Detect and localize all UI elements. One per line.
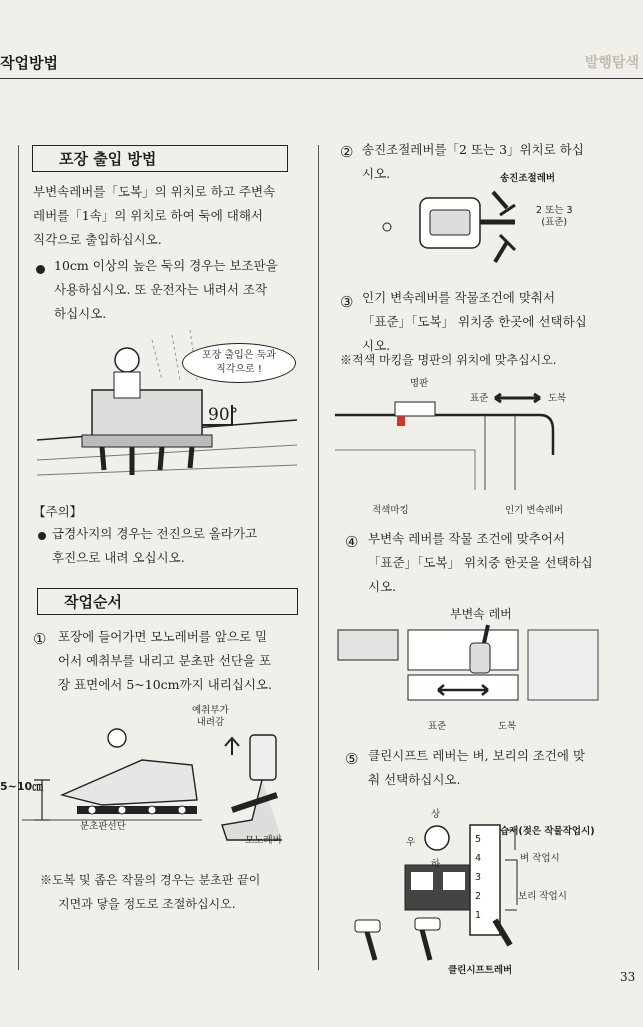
fig5-right-label: 우 bbox=[406, 837, 416, 848]
fig2-position: 2 또는 3 (표준) bbox=[536, 205, 573, 228]
fig4-lodged-label: 도복 bbox=[498, 721, 517, 732]
box-title-procedure: 작업순서 bbox=[37, 588, 298, 615]
fig5-lever-label: 클린시프트레버 bbox=[448, 965, 513, 976]
step3-number: ③ bbox=[340, 293, 354, 311]
page-number: 33 bbox=[620, 970, 636, 984]
step4-text: 부변속 레버를 작물 조건에 맞추어서 「표준」「도복」 위치중 한곳을 선택하십 시오. bbox=[368, 531, 593, 594]
step4-number: ④ bbox=[345, 533, 359, 551]
fig1-height-label: 5~10㎝ bbox=[0, 780, 44, 793]
header-rule bbox=[0, 78, 643, 79]
caution-text: 급경사지의 경우는 전진으로 올라가고 후진으로 내려 오십시오. bbox=[52, 526, 258, 565]
fig5-up-label: 상 bbox=[431, 809, 441, 820]
fig3-mark-label: 적색마킹 bbox=[372, 505, 409, 516]
section-title: 작업방법 bbox=[0, 54, 58, 72]
step3-text: 인기 변속레버를 작물조건에 맞춰서 「표준」「도복」 위치중 한곳에 선택하십 시오. bbox=[362, 290, 587, 353]
entry-paragraph: 부변속레버를「도복」의 위치로 하고 주변속 레버를「1속」의 위치로 하여 둑에 대해서 직각으로 출입하십시오. bbox=[33, 184, 276, 247]
box-title-entry: 포장 출입 방법 bbox=[32, 145, 288, 172]
fig1-lever-label: 모노레버 bbox=[245, 835, 282, 846]
bleedthrough-title: 발행탐색 bbox=[584, 55, 639, 71]
fig2-title: 송진조절레버 bbox=[500, 173, 556, 184]
fig5-scale: 5 4 3 2 1 bbox=[475, 834, 482, 921]
fig3-lever-label: 인기 변속레버 bbox=[505, 505, 564, 516]
step5-text: 클린시프트 레버는 벼, 보리의 조건에 맞 춰 선택하십시오. bbox=[368, 748, 586, 787]
bullet-high-bank: 10cm 이상의 높은 둑의 경우는 보조판을 사용하십시오. 또 운전자는 내려서 조작 하십시오. bbox=[54, 258, 278, 321]
fig1-lower-label: 예취부가 내려감 bbox=[192, 705, 229, 728]
fig5-wet-label: 습재(젖은 작물작업시) bbox=[500, 826, 595, 837]
note-red-mark: ※적색 마킹을 명판의 위치에 맞추십시오. bbox=[340, 353, 557, 367]
figure-sub-shift-lever bbox=[338, 625, 608, 720]
angle-label: 90° bbox=[208, 405, 239, 425]
fig5-barley-label: 보리 작업시 bbox=[518, 891, 567, 902]
bullet-dot bbox=[36, 265, 45, 274]
step1-text: 포장에 들어가면 모노레버를 앞으로 밀 어서 예취부를 내리고 분초판 선단을 포 장 표면에서 5~10cm까지 내리십시오. bbox=[58, 629, 272, 692]
fig4-title: 부변속 레버 bbox=[450, 607, 512, 621]
fig5-down-label: 하 bbox=[431, 859, 441, 870]
fig4-standard-label: 표준 bbox=[428, 721, 447, 732]
column-divider bbox=[318, 145, 319, 970]
left-margin-rule bbox=[18, 145, 19, 970]
fig3-lodged-label: 도복 bbox=[548, 393, 567, 404]
caution-label: 【주의】 bbox=[33, 504, 83, 519]
step2-text: 송진조절레버를「2 또는 3」위치로 하십 시오. bbox=[362, 142, 584, 181]
fig3-standard-label: 표준 bbox=[470, 393, 489, 404]
note-lodged: ※도복 및 좁은 작물의 경우는 분초판 끝이 지면과 닿을 정도로 조절하십시오. bbox=[40, 873, 261, 911]
step1-number: ① bbox=[33, 630, 47, 648]
fig1-blade-label: 분초판선단 bbox=[80, 821, 126, 832]
fig5-rice-label: 벼 작업시 bbox=[520, 853, 560, 864]
fig3-plate-label: 명판 bbox=[410, 378, 429, 389]
speech-bubble: 포장 출입은 둑과 직각으로 ! bbox=[182, 343, 296, 383]
step5-number: ⑤ bbox=[345, 750, 359, 768]
caution-bullet bbox=[38, 532, 46, 540]
step2-number: ② bbox=[340, 143, 354, 161]
